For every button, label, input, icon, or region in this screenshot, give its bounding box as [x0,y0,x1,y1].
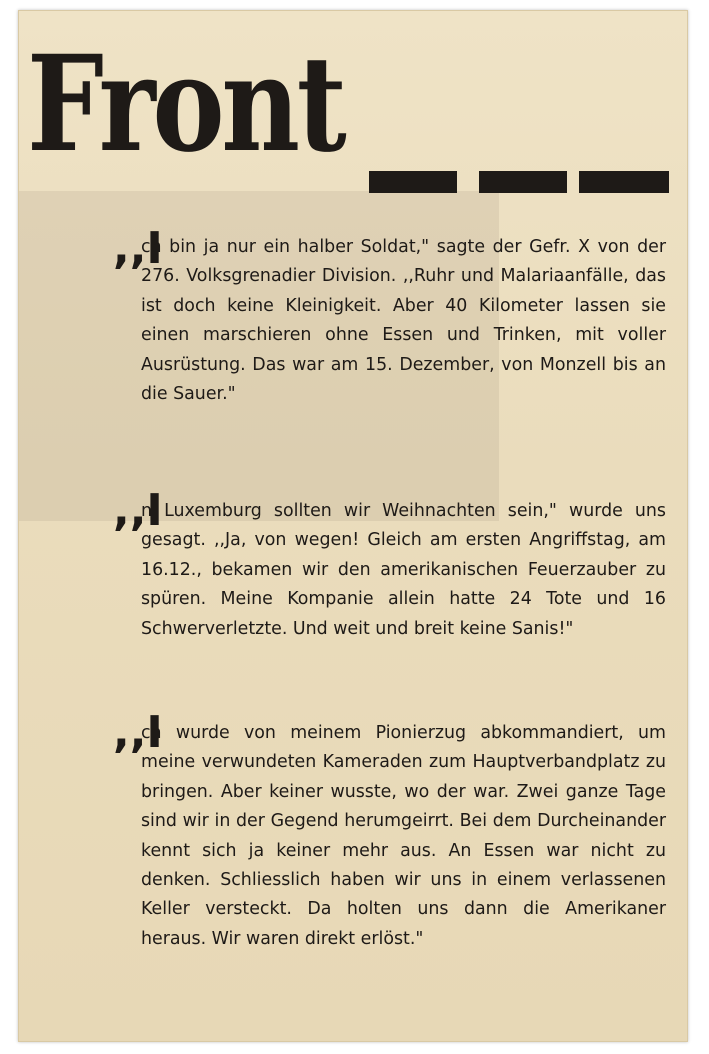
paragraph-3-initial: ,,I [113,707,163,758]
leaflet-heading: Front [27,27,344,182]
paragraph-2-initial: ,,I [113,485,163,536]
paragraph-1-initial: ,,I [113,223,163,274]
heading-dash-3 [579,171,669,193]
paragraph-1: ch bin ja nur ein halber Soldat," sagte der Gefr. X von der 276. Volksgrenadier Division. ,,Ruhr und Malariaanfälle, das ist doch keine Kleinigkeit. Aber 40 Kilometer lassen sie einen marschieren ohne Essen und Trinken, mit voller Ausrüstung. Das war am 15. Dezember, von Monzell bis an die Sauer." [141,237,666,405]
heading-dash-1 [369,171,457,193]
leaflet-page [18,10,688,1042]
heading-dash-2 [479,171,567,193]
paragraph-3: ch wurde von meinem Pionierzug abkommandiert, um meine verwundeten Kameraden zum Hauptverbandplatz zu bringen. Aber keiner wusste, wo der war. Zwei ganze Tage sind wir in der Gegend herumgeirrt. Bei dem Durcheinander kennt sich ja keiner mehr aus. An Essen war nicht zu denken. Schliesslich haben wir uns in einem verlassenen Keller versteckt. Da holten uns dann die Amerikaner heraus. Wir waren direkt erlöst." [141,723,666,949]
paragraph-2: n Luxemburg sollten wir Weihnachten sein," wurde uns gesagt. ,,Ja, von wegen! Gleich am ersten Angriffstag, am 16.12., bekamen wir den amerikanischen Feuerzauber zu spüren. Meine Kompanie allein hatte 24 Tote und 16 Schwerverletzte. Und weit und breit keine Sanis!" [141,501,666,639]
